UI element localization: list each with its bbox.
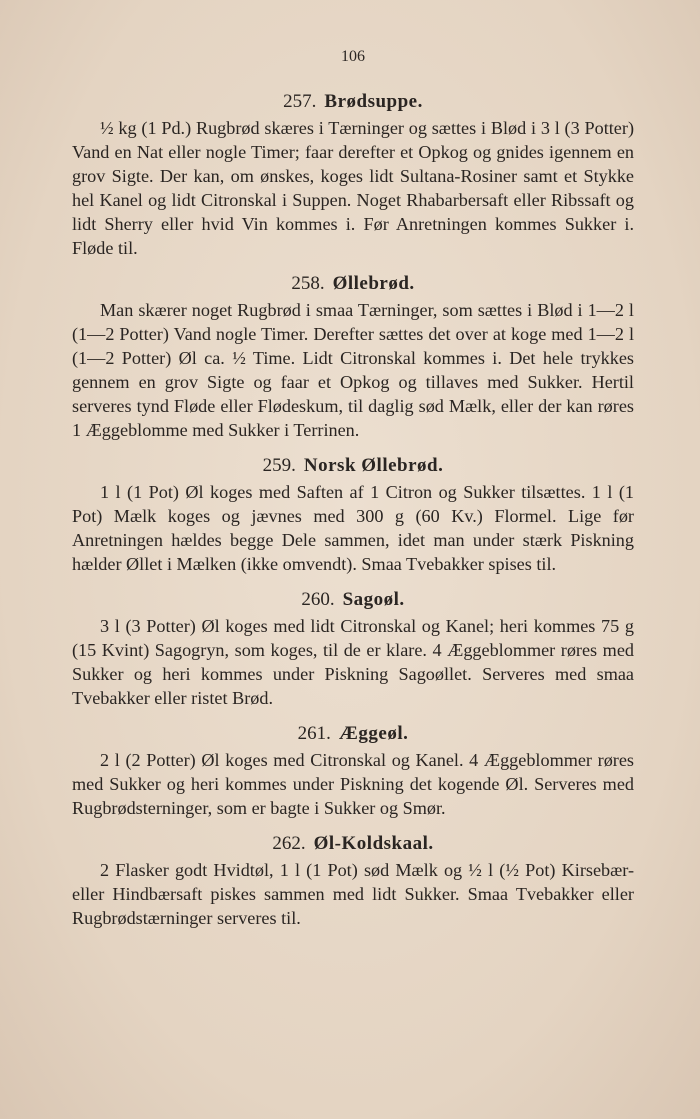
recipe-text: ½ kg (1 Pd.) Rugbrød skæres i Tærninger og sættes i Blød i 3 l (3 Potter) Vand en Nat eller nogle Timer; faar derefter et Opkog og gnides igennem en grov Sigte. Der kan, om ønskes, koges lidt Sultana-Rosiner samt et Stykke hel Kanel og lidt Citronskal i Suppen. Noget Rhabarbersaft eller Ribssaft og lidt Sherry eller hvid Vin kommes i. Før Anretningen kommes Sukker i. Fløde til. [72,118,634,258]
page-number: 106 [341,48,365,65]
recipe-262 [72,832,634,930]
recipe-title [72,722,634,746]
recipe-number: 261. [297,723,331,744]
recipe-name: Norsk Øllebrød. [303,455,444,476]
recipe-number: 262. [272,833,306,854]
recipe-text: 1 l (1 Pot) Øl koges med Saften af 1 Citron og Sukker tilsættes. 1 l (1 Pot) Mælk koges og jævnes med 300 g (60 Kv.) Flormel. Lige før Anretningen hældes begge Dele sammen, idet man under stærk Piskning hælder Øllet i Mælken (ikke omvendt). Smaa Tvebakker spises til. [72,482,634,574]
recipe-number: 260. [301,589,335,610]
recipe-title [72,832,634,856]
recipe-text: 2 Flasker godt Hvidtøl, 1 l (1 Pot) sød Mælk og ½ l (½ Pot) Kirsebær- eller Hindbærsaft piskes sammen med lidt Sukker. Smaa Tvebakker eller Rugbrødstærninger serveres til. [72,860,634,928]
recipe-title [72,588,634,612]
recipe-name: Øllebrød. [332,273,415,294]
recipe-title [72,272,634,296]
recipe-name: Øl-Koldskaal. [313,833,434,854]
recipe-258 [72,272,634,442]
recipe-name: Æggeøl. [338,723,409,744]
recipe-name: Sagoøl. [342,589,405,610]
recipe-number: 259. [262,455,296,476]
recipe-title [72,90,634,114]
recipe-261 [72,722,634,820]
recipe-260 [72,588,634,710]
recipe-259 [72,454,634,576]
recipe-number: 257. [283,91,317,112]
recipe-name: Brødsuppe. [324,91,423,112]
recipe-257 [72,90,634,260]
recipe-text: Man skærer noget Rugbrød i smaa Tærninger, som sættes i Blød i 1—2 l (1—2 Potter) Vand nogle Timer. Derefter sættes det over at koge med 1—2 l (1—2 Potter) Øl ca. ½ Time. Lidt Citronskal kommes i. Det hele trykkes gennem en grov Sigte og faar et Opkog og tillaves med Sukker. Hertil serveres tynd Fløde eller Flødeskum, til daglig sød Mælk, eller der kan røres 1 Æggeblomme med Sukker i Terrinen. [72,300,634,440]
recipe-title [72,454,634,478]
recipe-text: 3 l (3 Potter) Øl koges med lidt Citronskal og Kanel; heri kommes 75 g (15 Kvint) Sagogryn, som koges, til de er klare. 4 Æggeblommer røres med Sukker og heri kommes under Piskning Sagoøllet. Serveres med smaa Tvebakker eller ristet Brød. [72,616,634,708]
recipe-number: 258. [291,273,325,294]
recipe-text: 2 l (2 Potter) Øl koges med Citronskal og Kanel. 4 Æggeblommer røres med Sukker og heri kommes under Piskning det kogende Øl. Serveres med Rugbrødsterninger, som er bagte i Sukker og Smør. [72,750,634,818]
